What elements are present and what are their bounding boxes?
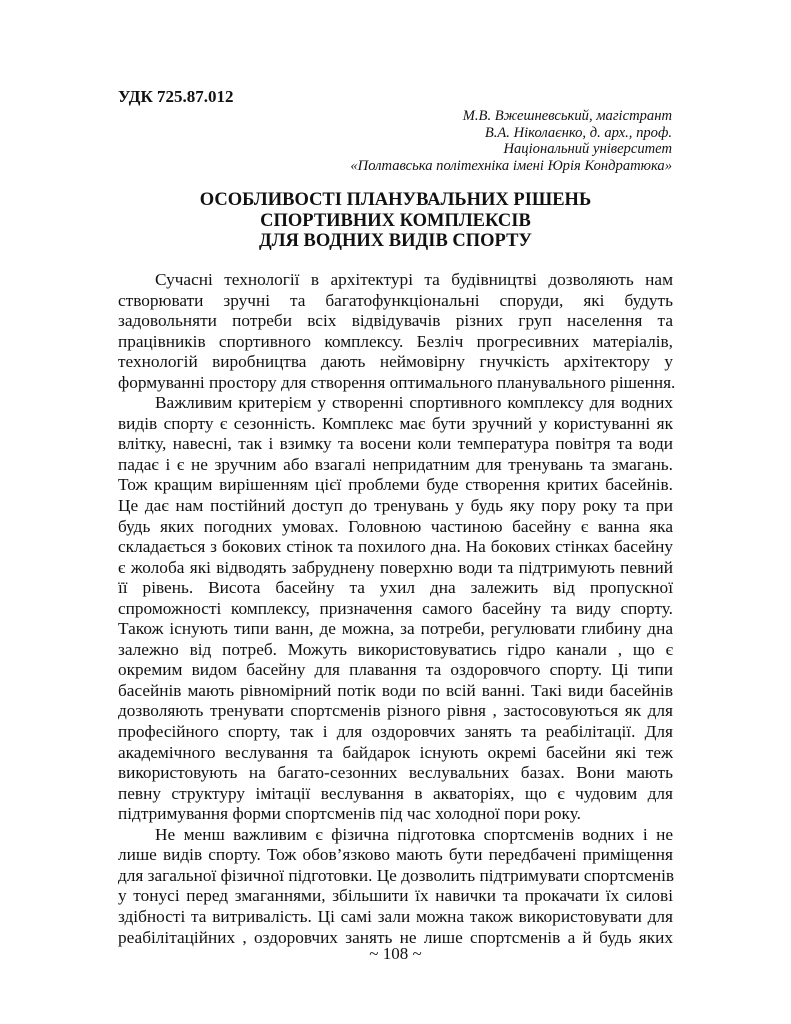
paragraph	[118, 393, 673, 824]
text-line: окремим видом басейну для плавання та оздоровчого спорту. Ці типи	[118, 660, 673, 680]
text-line: підтримування форми спортсменів під час холодної пори року.	[118, 804, 581, 824]
text-line: професійного спорту, так і для оздоровчих занять та реабілітації. Для	[118, 722, 673, 742]
author-2: В.А. Ніколаєнко, д. арх., проф.	[484, 124, 672, 141]
text-line: задовольняти потреби всіх відвідувачів різних груп населення та	[118, 311, 673, 331]
text-line: реабілітаційних , оздоровчих занять не лише спортсменів а й будь яких	[118, 927, 673, 947]
affiliation-line-1: Національний університет	[503, 141, 672, 158]
text-line: Важливим критерієм у створенні спортивного комплексу для водних	[155, 393, 673, 413]
article-title	[0, 190, 791, 252]
title-line: ДЛЯ ВОДНИХ ВИДІВ СПОРТУ	[258, 231, 532, 251]
text-line: її рівень. Висота басейну та ухил дна залежить від пропускної	[118, 578, 673, 598]
text-line: складається з бокових стінок та похилого дна. На бокових стінках басейну	[118, 537, 673, 557]
text-line: Не менш важливим є фізична підготовка спортсменів водних і не	[155, 824, 673, 844]
udk-code: УДК 725.87.012	[118, 87, 234, 106]
text-line: є жолоба які відводять забруднену поверхню води та підтримують певний	[118, 557, 673, 577]
text-line: лише видів спорту. Тож обов’язково мають бути передбачені приміщення	[118, 845, 673, 865]
text-line: басейнів мають рівномірний потік води по всій ванні. Такі види басейнів	[118, 680, 673, 700]
authors-block	[350, 108, 672, 174]
text-line: формуванні простору для створення оптимального планувального рішення.	[118, 372, 676, 392]
text-line: технологій виробництва дають неймовірну гнучкість архітектору у	[118, 352, 673, 372]
text-line: спроможності комплексу, призначення самого басейну та виду спорту.	[118, 598, 673, 618]
text-line: будь яких погодних умовах. Головною частиною басейну є ванна яка	[118, 516, 673, 536]
article-body	[118, 270, 676, 948]
text-line: Сучасні технології в архітектурі та будівництві дозволяють нам	[155, 270, 673, 289]
text-line: у тонусі перед змаганнями, збільшити їх навички та прокачати їх силові	[118, 886, 673, 906]
text-line: певну структуру імітації веслування в акваторіях, що є чудовим для	[118, 783, 673, 803]
text-line: влітку, навесні, так і взимку та восени коли температура повітря та води	[118, 434, 673, 454]
text-line: дозволяють тренувати спортсменів різного рівня , застосовуються як для	[118, 701, 673, 721]
paragraph	[118, 270, 676, 393]
text-line: падає і є не зручним або взагалі непридатним для тренувань та змагань.	[118, 454, 673, 474]
text-line: Це дає нам постійний доступ до тренувань у будь яку пору року та при	[118, 496, 673, 516]
author-1: М.В. Вжешневський, магістрант	[462, 108, 672, 124]
affiliation-line-2: «Полтавська політехніка імені Юрія Кондратюка»	[350, 157, 672, 174]
text-line: Тож кращим вирішенням цієї проблеми буде створення критих басейнів.	[118, 475, 673, 495]
title-line: ОСОБЛИВОСТІ ПЛАНУВАЛЬНИХ РІШЕНЬ	[199, 190, 592, 210]
text-line: для загальної фізичної підготовки. Це дозволить підтримувати спортсменів	[118, 865, 675, 885]
title-line: СПОРТИВНИХ КОМПЛЕКСІВ	[260, 210, 531, 231]
page-number: ~ 108 ~	[369, 944, 422, 963]
text-line: використовують на багато-сезонних веслувальних базах. Вони мають	[118, 763, 673, 783]
text-line: залежно від потреб. Можуть використовуватись гідро канали , що є	[118, 639, 673, 659]
text-line: академічного веслування та байдарок існують окремі басейни які теж	[118, 742, 673, 762]
text-line: здібності та витривалість. Ці самі зали можна також використовувати для	[118, 906, 673, 926]
text-line: створювати зручні та багатофункціональні споруди, які будуть	[118, 290, 673, 310]
paragraph	[118, 825, 673, 948]
text-line: працівників спортивного комплексу. Безліч прогресивних матеріалів,	[118, 331, 673, 351]
text-line: Також існують типи ванн, де можна, за потреби, регулювати глибину дна	[118, 619, 673, 639]
text-line: видів спорту є сезонність. Комплекс має бути зручний у користуванні як	[118, 413, 673, 433]
